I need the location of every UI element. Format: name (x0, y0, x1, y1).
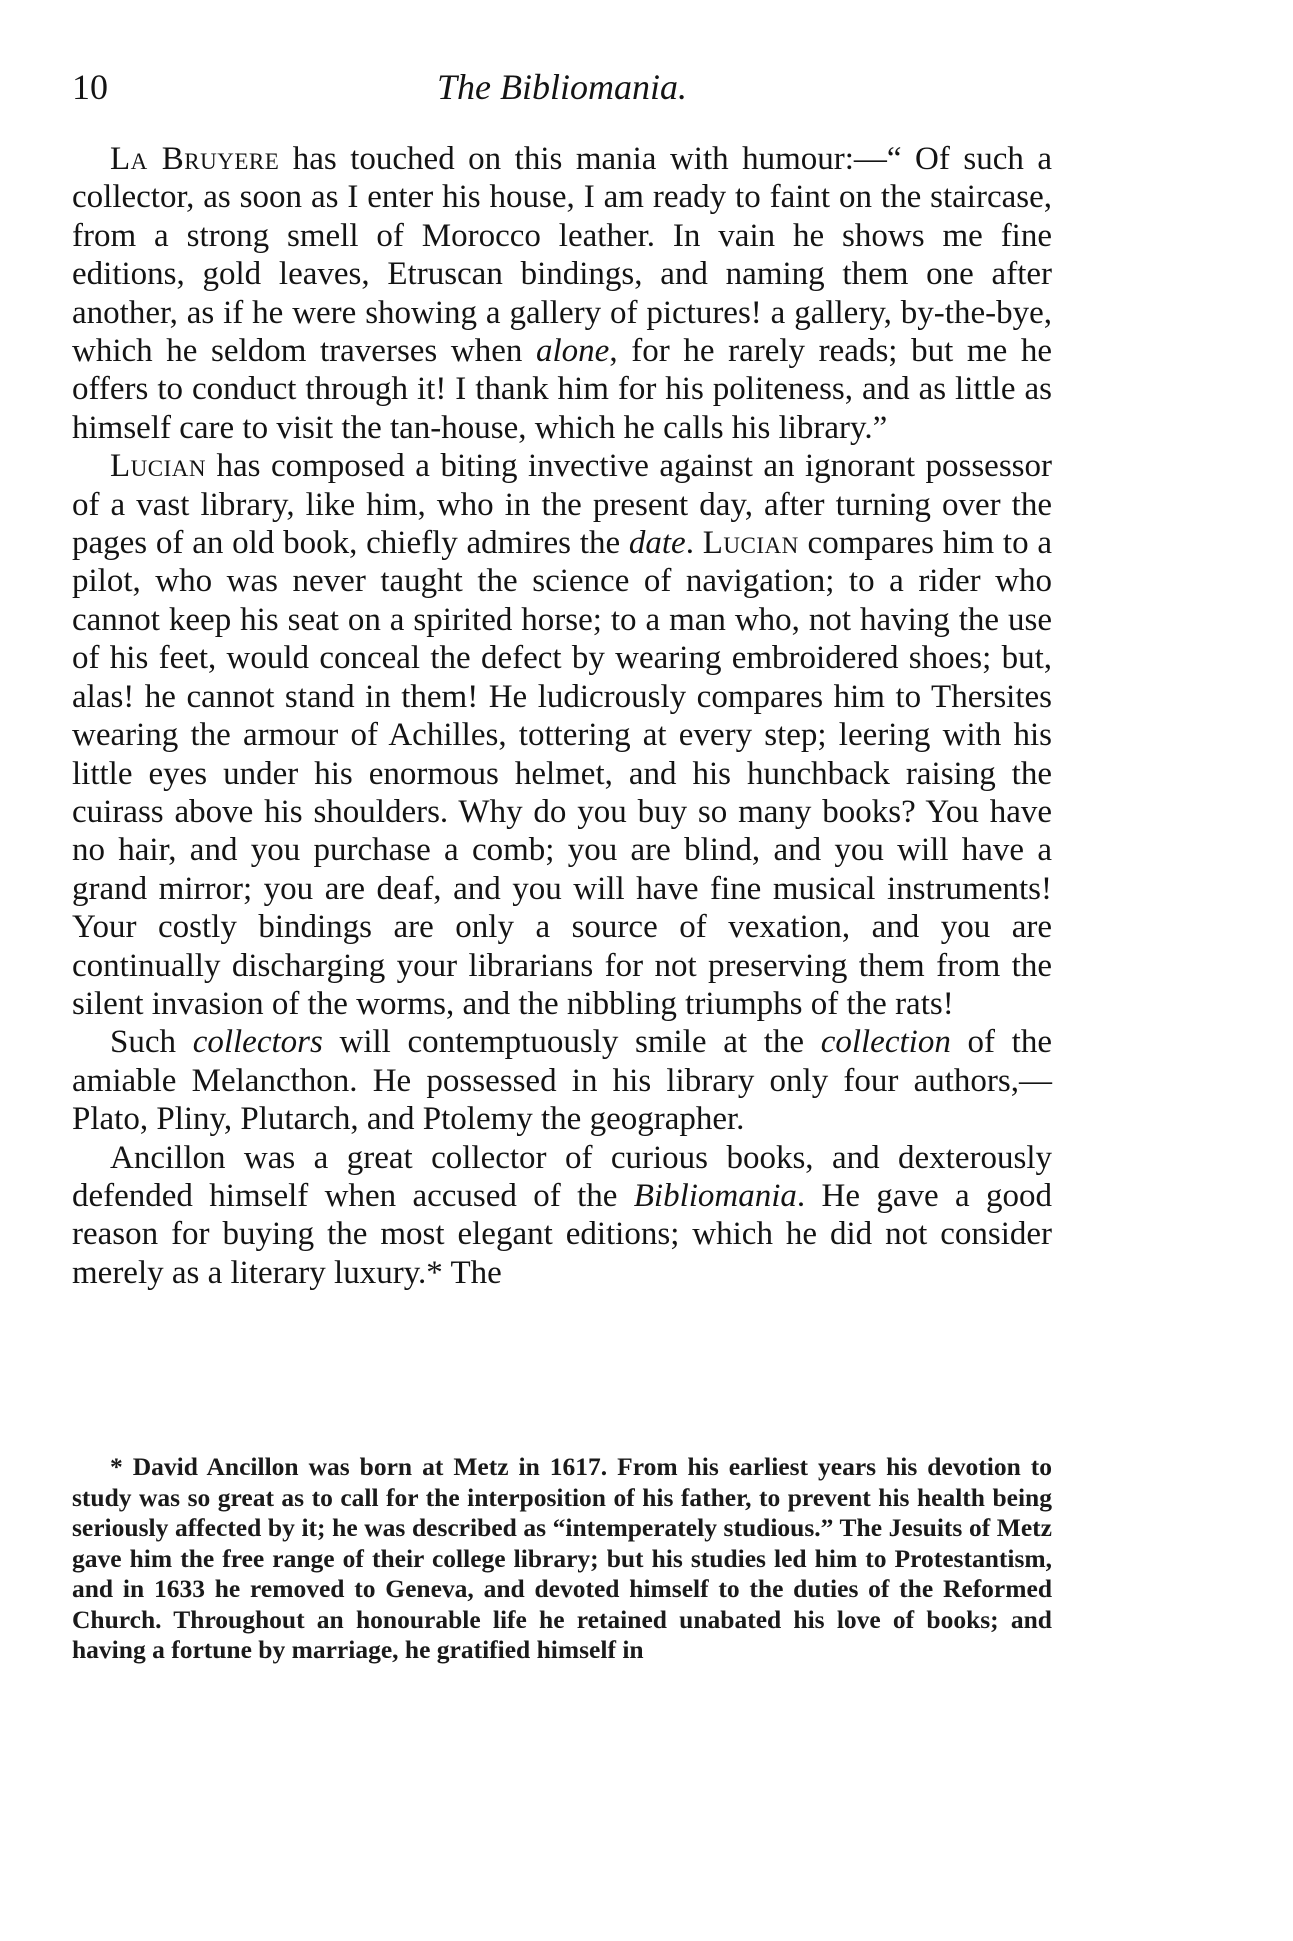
footnote: * David Ancillon was born at Metz in 1617. From his earliest years his devotion to study was so great as to call for the interposition of his father, to prevent his health being seriously affected by it; he was described as “intemperately studious.” The Jesuits of Metz gave him the free range of their college library; but his studies led him to Protestantism, and in 1633 he removed to Geneva, and devoted himself to the duties of the Reformed Church. Throughout an honourable life he retained unabated his love of books; and having a fortune by marriage, he gratified himself in (72, 1452, 1052, 1664)
page-header (72, 62, 1052, 112)
paragraph-text: , for he rarely reads; but me he offers to conduct through it! I thank him for his politeness, and as little as himself care to visit the tan-house, which he calls his library.” (72, 333, 1052, 446)
paragraph-text: has touched on this mania with humour:—“ Of such a collector, as soon as I enter his house, I am ready to faint on the staircase, from a strong smell of Morocco leather. In vain he shows me fine editions, gold leaves, Etruscan bindings, and naming them one after another, as if he were showing a gallery of pictures! a gallery, by-the-bye, which he seldom traverses when (72, 141, 1052, 370)
paragraph-text: has composed a biting invective against an ignorant possessor of a vast library, like him, who in the present day, after turning over the pages of an old book, chiefly admires the (72, 448, 1052, 562)
paragraph-text: . He gave a good reason for buying the most elegant editions; which he did not consider merely as a literary luxury.* The (72, 1177, 1052, 1291)
author-name: Lucian (110, 448, 206, 485)
emphasis-text: date (628, 525, 686, 562)
paragraph-text: Ancillon was a great collector of curious books, and dexterously defended himself when accused of the (72, 1139, 1052, 1214)
emphasis-text: alone (536, 333, 610, 370)
paragraph-melancthon (72, 1023, 1052, 1138)
paragraph-text: Such (110, 1024, 193, 1061)
page-number: 10 (72, 67, 108, 107)
emphasis-text: Bibliomania (633, 1177, 797, 1214)
paragraph-lucian (72, 447, 1052, 1023)
paragraph-text: of the amiable Melancthon. He possessed in his library only four authors,—Plato, Pliny, Plutarch, and Ptolemy the geographer. (72, 1024, 1052, 1138)
running-title: The Bibliomania. (437, 67, 687, 107)
paragraph-text: . (685, 525, 703, 562)
paragraph-text: compares him to a pilot, who was never taught the science of navigation; to a rider who cannot keep his seat on a spirited horse; to a man who, not having the use of his feet, would conceal the defect by wearing embroidered shoes; but, alas! he cannot stand in them! He ludicrously compares him to Thersites wearing the armour of Achilles, tottering at every step; leering with his little eyes under his enormous helmet, and his hunchback raising the cuirass above his shoulders. Why do you buy so many books? You have no hair, and you purchase a comb; you are blind, and you will have a grand mirror; you are deaf, and you will have fine musical instruments! Your costly bindings are only a source of vexation, and you are continually discharging your librarians for not preserving them from the silent invasion of the worms, and the nibbling triumphs of the rats! (72, 525, 1053, 1022)
emphasis-text: collectors (192, 1024, 323, 1061)
author-name: La Bruyere (110, 141, 280, 177)
paragraph-ancillon (72, 1139, 1052, 1293)
emphasis-text: collection (820, 1024, 951, 1061)
body-text (72, 140, 1052, 1292)
paragraph-la-bruyere (72, 140, 1052, 447)
paragraph-text: will contemptuously smile at the (322, 1024, 821, 1061)
author-name: Lucian (702, 525, 799, 562)
